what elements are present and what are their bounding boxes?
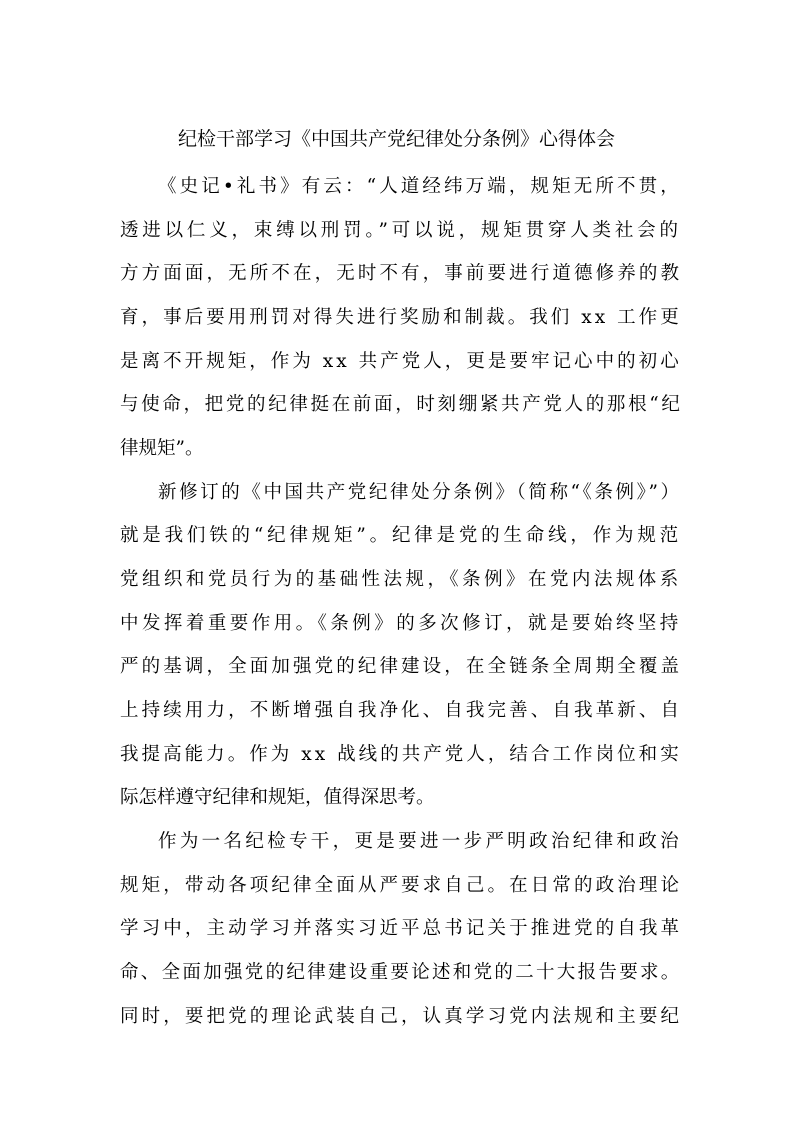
paragraph-1-line-6: 与使命，把党的纪律挺在前面，时刻绷紧共产党人的那根“纪 bbox=[120, 394, 683, 415]
paragraph-2-line-7: 我提高能力。作为 xx 战线的共产党人，结合工作岗位和实 bbox=[120, 744, 682, 765]
paragraph-1-line-1: 《史记•礼书》有云：“人道经纬万端，规矩无所不贯， bbox=[158, 176, 682, 197]
paragraph-2-line-3: 党组织和党员行为的基础性法规，《条例》在党内法规体系 bbox=[120, 569, 682, 590]
document-title: 纪检干部学习《中国共产党纪律处分条例》心得体会 bbox=[177, 128, 615, 150]
paragraph-2-line-8: 际怎样遵守纪律和规矩，值得深思考。 bbox=[120, 787, 435, 808]
paragraph-1-line-3: 方方面面，无所不在，无时不有，事前要进行道德修养的教 bbox=[120, 263, 683, 284]
paragraph-3-line-1: 作为一名纪检专干，更是要进一步严明政治纪律和政治 bbox=[158, 831, 682, 852]
paragraph-1-line-2: 透进以仁义，束缚以刑罚。”可以说，规矩贯穿人类社会的 bbox=[120, 220, 682, 241]
paragraph-3-line-3: 学习中，主动学习并落实习近平总书记关于推进党的自我革 bbox=[120, 918, 683, 939]
paragraph-2-line-5: 严的基调，全面加强党的纪律建设，在全链条全周期全覆盖 bbox=[120, 656, 683, 677]
paragraph-1-line-4: 育，事后要用刑罚对得失进行奖励和制裁。我们 xx 工作更 bbox=[120, 307, 682, 328]
paragraph-3-line-4: 命、全面加强党的纪律建设重要论述和党的二十大报告要求。 bbox=[120, 962, 682, 983]
paragraph-1-line-5: 是离不开规矩，作为 xx 共产党人，更是要牢记心中的初心 bbox=[120, 351, 682, 372]
paragraph-2-line-6: 上持续用力，不断增强自我净化、自我完善、自我革新、自 bbox=[120, 700, 683, 721]
paragraph-3-line-2: 规矩，带动各项纪律全面从严要求自己。在日常的政治理论 bbox=[120, 875, 683, 896]
paragraph-2-line-2: 就是我们铁的“纪律规矩”。纪律是党的生命线，作为规范 bbox=[120, 525, 682, 546]
paragraph-2-line-4: 中发挥着重要作用。《条例》的多次修订，就是要始终坚持 bbox=[120, 613, 682, 634]
paragraph-3-line-5: 同时，要把党的理论武装自己，认真学习党内法规和主要纪 bbox=[120, 1006, 683, 1027]
paragraph-1-line-7: 律规矩”。 bbox=[120, 438, 204, 459]
paragraph-2-line-1: 新修订的《中国共产党纪律处分条例》（简称“《条例》”） bbox=[158, 482, 682, 503]
